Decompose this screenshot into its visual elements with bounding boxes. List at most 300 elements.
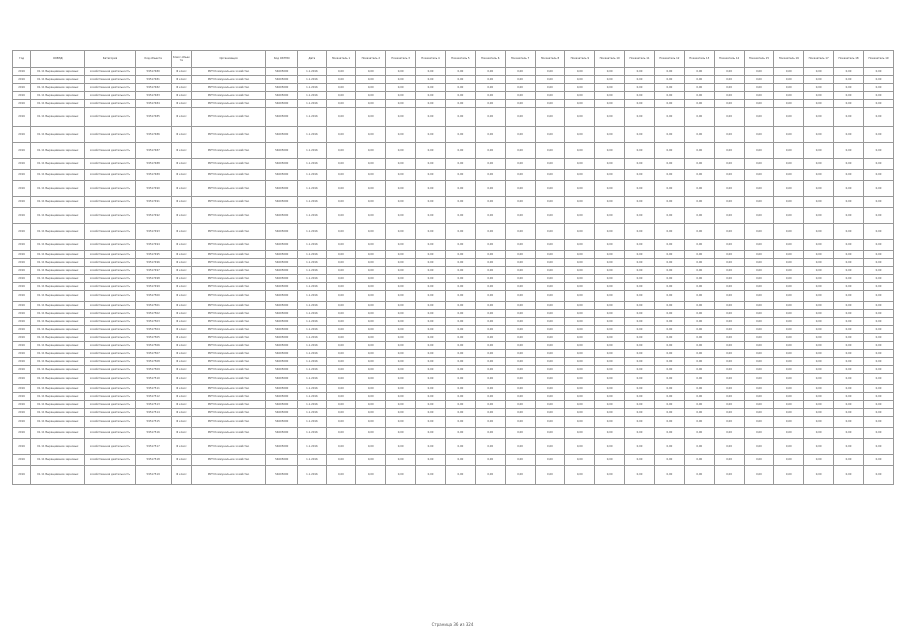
- table-cell: 0,00: [356, 159, 386, 170]
- table-cell: МУП Коммунальное хозяйство: [191, 170, 265, 181]
- table-cell: 0,00: [774, 374, 804, 385]
- table-cell: 0,00: [445, 283, 475, 291]
- table-cell: 0,00: [416, 127, 446, 143]
- table-cell: 0,00: [774, 68, 804, 76]
- table-cell: 0,00: [326, 159, 356, 170]
- table-cell: 54605000: [266, 170, 298, 181]
- table-cell: 0,00: [804, 409, 834, 417]
- table-cell: 0,00: [714, 251, 744, 259]
- table-cell: 59517488: [135, 159, 171, 170]
- table-cell: 0,00: [386, 197, 416, 208]
- table-cell: 0,00: [654, 76, 684, 84]
- table-cell: 0,00: [863, 366, 893, 374]
- table-cell: III класс: [171, 302, 191, 310]
- table-cell: 0,00: [834, 76, 864, 84]
- table-cell: 2016: [13, 283, 31, 291]
- table-cell: 0,00: [625, 326, 655, 334]
- table-cell: 54605000: [266, 358, 298, 366]
- table-cell: 0,00: [565, 417, 595, 428]
- table-cell: 0,00: [714, 283, 744, 291]
- table-cell: 0,00: [863, 302, 893, 310]
- table-cell: 01.11 Выращивание зерновых: [31, 143, 85, 159]
- table-cell: 0,00: [654, 350, 684, 358]
- table-cell: 0,00: [804, 181, 834, 197]
- table-row: [13, 197, 894, 208]
- table-cell: 0,00: [416, 251, 446, 259]
- table-cell: хозяйственная деятельность: [85, 259, 135, 267]
- table-cell: 0,00: [863, 170, 893, 181]
- table-cell: 0,00: [684, 358, 714, 366]
- table-cell: 0,00: [505, 84, 535, 92]
- table-cell: 0,00: [595, 197, 625, 208]
- table-cell: 0,00: [386, 326, 416, 334]
- table-cell: 0,00: [774, 127, 804, 143]
- table-cell: 0,00: [595, 366, 625, 374]
- table-cell: III класс: [171, 326, 191, 334]
- table-cell: 0,00: [834, 326, 864, 334]
- table-cell: 0,00: [565, 326, 595, 334]
- table-cell: III класс: [171, 84, 191, 92]
- table-cell: 1.1.2016: [298, 291, 326, 302]
- table-cell: 54605000: [266, 251, 298, 259]
- table-cell: 0,00: [445, 318, 475, 326]
- table-cell: III класс: [171, 401, 191, 409]
- table-cell: 2016: [13, 197, 31, 208]
- table-cell: 0,00: [834, 159, 864, 170]
- table-cell: 0,00: [684, 267, 714, 275]
- table-cell: 0,00: [505, 68, 535, 76]
- page-footer: Страница 36 из 324: [431, 622, 474, 627]
- table-cell: 0,00: [535, 181, 565, 197]
- table-cell: 0,00: [356, 409, 386, 417]
- table-cell: 0,00: [416, 342, 446, 350]
- table-cell: 0,00: [744, 181, 774, 197]
- table-cell: 0,00: [565, 385, 595, 393]
- table-cell: 0,00: [863, 76, 893, 84]
- table-cell: 0,00: [505, 259, 535, 267]
- table-cell: 2016: [13, 342, 31, 350]
- table-cell: 1.1.2016: [298, 84, 326, 92]
- table-cell: III класс: [171, 275, 191, 283]
- table-row: [13, 170, 894, 181]
- table-cell: 0,00: [834, 224, 864, 240]
- table-cell: 0,00: [565, 68, 595, 76]
- table-cell: 0,00: [684, 251, 714, 259]
- table-cell: 0,00: [714, 208, 744, 224]
- table-cell: 0,00: [595, 170, 625, 181]
- table-cell: 0,00: [505, 159, 535, 170]
- table-cell: 0,00: [535, 401, 565, 409]
- table-cell: 2016: [13, 240, 31, 251]
- table-row: [13, 455, 894, 466]
- table-cell: 0,00: [774, 358, 804, 366]
- table-cell: 01.11 Выращивание зерновых: [31, 224, 85, 240]
- table-cell: 0,00: [684, 342, 714, 350]
- table-cell: 0,00: [416, 92, 446, 100]
- table-cell: 0,00: [326, 240, 356, 251]
- table-cell: 0,00: [625, 76, 655, 84]
- table-cell: 0,00: [475, 350, 505, 358]
- table-cell: 0,00: [714, 439, 744, 455]
- table-cell: 0,00: [654, 84, 684, 92]
- table-cell: 54605000: [266, 310, 298, 318]
- table-cell: 0,00: [684, 374, 714, 385]
- table-cell: 0,00: [654, 318, 684, 326]
- table-cell: 0,00: [535, 275, 565, 283]
- table-cell: 0,00: [386, 374, 416, 385]
- table-cell: 2016: [13, 374, 31, 385]
- table-cell: 0,00: [654, 267, 684, 275]
- table-cell: 1.1.2016: [298, 208, 326, 224]
- table-cell: 0,00: [684, 159, 714, 170]
- table-cell: 0,00: [625, 466, 655, 485]
- table-cell: 0,00: [505, 197, 535, 208]
- table-cell: 0,00: [804, 417, 834, 428]
- table-cell: хозяйственная деятельность: [85, 385, 135, 393]
- table-cell: 0,00: [326, 275, 356, 283]
- table-cell: 0,00: [445, 259, 475, 267]
- table-cell: 0,00: [416, 466, 446, 485]
- table-cell: 0,00: [416, 385, 446, 393]
- table-row: [13, 240, 894, 251]
- table-cell: 0,00: [386, 428, 416, 439]
- table-cell: хозяйственная деятельность: [85, 240, 135, 251]
- table-cell: 0,00: [714, 385, 744, 393]
- table-cell: 2016: [13, 259, 31, 267]
- table-cell: III класс: [171, 127, 191, 143]
- table-cell: 01.11 Выращивание зерновых: [31, 170, 85, 181]
- table-cell: 0,00: [863, 466, 893, 485]
- table-cell: 0,00: [475, 358, 505, 366]
- table-cell: 54605000: [266, 68, 298, 76]
- table-cell: хозяйственная деятельность: [85, 374, 135, 385]
- table-cell: 0,00: [326, 302, 356, 310]
- table-cell: 0,00: [445, 302, 475, 310]
- table-cell: 0,00: [863, 455, 893, 466]
- table-cell: 0,00: [326, 417, 356, 428]
- table-row: [13, 84, 894, 92]
- table-cell: 0,00: [804, 143, 834, 159]
- column-header: Показатель 15: [744, 51, 774, 68]
- table-cell: 01.11 Выращивание зерновых: [31, 385, 85, 393]
- table-cell: 0,00: [714, 393, 744, 401]
- table-cell: МУП Коммунальное хозяйство: [191, 326, 265, 334]
- table-cell: 0,00: [804, 197, 834, 208]
- table-cell: 59517515: [135, 417, 171, 428]
- table-cell: 01.11 Выращивание зерновых: [31, 428, 85, 439]
- table-cell: 0,00: [386, 143, 416, 159]
- table-cell: 0,00: [535, 259, 565, 267]
- table-cell: 01.11 Выращивание зерновых: [31, 342, 85, 350]
- table-cell: 0,00: [834, 374, 864, 385]
- table-cell: 0,00: [565, 401, 595, 409]
- table-cell: 2016: [13, 366, 31, 374]
- table-cell: 0,00: [834, 439, 864, 455]
- table-row: [13, 208, 894, 224]
- table-cell: 0,00: [714, 275, 744, 283]
- table-cell: 0,00: [595, 466, 625, 485]
- table-cell: 0,00: [684, 466, 714, 485]
- table-cell: 0,00: [595, 358, 625, 366]
- table-cell: 0,00: [863, 401, 893, 409]
- table-cell: 0,00: [386, 350, 416, 358]
- table-cell: 0,00: [863, 283, 893, 291]
- table-cell: МУП Коммунальное хозяйство: [191, 310, 265, 318]
- table-cell: 0,00: [475, 385, 505, 393]
- table-cell: 0,00: [445, 127, 475, 143]
- table-cell: 0,00: [475, 318, 505, 326]
- table-cell: 2016: [13, 108, 31, 127]
- table-cell: хозяйственная деятельность: [85, 170, 135, 181]
- table-cell: 0,00: [654, 127, 684, 143]
- table-cell: 0,00: [804, 334, 834, 342]
- table-cell: 0,00: [595, 275, 625, 283]
- table-cell: 0,00: [565, 302, 595, 310]
- table-row: [13, 439, 894, 455]
- table-cell: 0,00: [416, 108, 446, 127]
- table-cell: 0,00: [535, 68, 565, 76]
- table-cell: 0,00: [774, 251, 804, 259]
- table-cell: 0,00: [326, 350, 356, 358]
- table-cell: 0,00: [356, 334, 386, 342]
- column-header: Показатель 18: [834, 51, 864, 68]
- table-cell: 0,00: [834, 409, 864, 417]
- table-cell: III класс: [171, 385, 191, 393]
- table-cell: 0,00: [774, 275, 804, 283]
- table-cell: 0,00: [565, 334, 595, 342]
- table-row: [13, 108, 894, 127]
- table-cell: 0,00: [565, 108, 595, 127]
- table-cell: МУП Коммунальное хозяйство: [191, 251, 265, 259]
- table-cell: 01.11 Выращивание зерновых: [31, 366, 85, 374]
- table-cell: 0,00: [863, 342, 893, 350]
- table-cell: 0,00: [326, 143, 356, 159]
- table-cell: 0,00: [774, 439, 804, 455]
- table-cell: МУП Коммунальное хозяйство: [191, 334, 265, 342]
- table-cell: 0,00: [356, 259, 386, 267]
- table-cell: 0,00: [774, 159, 804, 170]
- table-cell: 0,00: [505, 401, 535, 409]
- table-cell: 0,00: [744, 208, 774, 224]
- table-cell: 0,00: [595, 318, 625, 326]
- table-cell: 0,00: [535, 76, 565, 84]
- table-cell: 01.11 Выращивание зерновых: [31, 393, 85, 401]
- table-cell: хозяйственная деятельность: [85, 401, 135, 409]
- table-cell: хозяйственная деятельность: [85, 417, 135, 428]
- column-header: Код ОКТМО: [266, 51, 298, 68]
- table-cell: 0,00: [505, 334, 535, 342]
- table-cell: 0,00: [565, 159, 595, 170]
- table-cell: 0,00: [714, 143, 744, 159]
- table-cell: 1.1.2016: [298, 275, 326, 283]
- table-cell: 54605000: [266, 283, 298, 291]
- table-cell: 54605000: [266, 428, 298, 439]
- table-cell: 0,00: [625, 181, 655, 197]
- table-cell: 0,00: [475, 439, 505, 455]
- table-cell: 0,00: [565, 181, 595, 197]
- table-cell: МУП Коммунальное хозяйство: [191, 366, 265, 374]
- table-cell: 0,00: [326, 374, 356, 385]
- table-row: [13, 358, 894, 366]
- table-cell: 1.1.2016: [298, 251, 326, 259]
- table-cell: 2016: [13, 428, 31, 439]
- table-cell: хозяйственная деятельность: [85, 326, 135, 334]
- table-cell: 0,00: [326, 393, 356, 401]
- table-cell: хозяйственная деятельность: [85, 342, 135, 350]
- table-cell: 0,00: [834, 455, 864, 466]
- table-cell: 0,00: [356, 143, 386, 159]
- table-cell: 59517492: [135, 208, 171, 224]
- table-cell: 0,00: [326, 439, 356, 455]
- table-cell: 0,00: [714, 240, 744, 251]
- table-cell: III класс: [171, 342, 191, 350]
- table-cell: 0,00: [475, 291, 505, 302]
- table-cell: 54605000: [266, 466, 298, 485]
- table-cell: 0,00: [834, 358, 864, 366]
- table-cell: 0,00: [654, 283, 684, 291]
- table-cell: хозяйственная деятельность: [85, 302, 135, 310]
- column-header: Показатель 5: [445, 51, 475, 68]
- table-cell: 0,00: [714, 374, 744, 385]
- table-cell: 0,00: [625, 385, 655, 393]
- table-cell: 0,00: [505, 283, 535, 291]
- table-cell: 0,00: [595, 283, 625, 291]
- table-row: [13, 100, 894, 108]
- table-cell: III класс: [171, 283, 191, 291]
- table-cell: 0,00: [625, 143, 655, 159]
- table-cell: 0,00: [804, 466, 834, 485]
- table-cell: МУП Коммунальное хозяйство: [191, 100, 265, 108]
- table-cell: МУП Коммунальное хозяйство: [191, 291, 265, 302]
- table-cell: 0,00: [714, 224, 744, 240]
- table-cell: 0,00: [863, 240, 893, 251]
- table-cell: МУП Коммунальное хозяйство: [191, 240, 265, 251]
- table-cell: 0,00: [416, 197, 446, 208]
- table-cell: 0,00: [714, 466, 744, 485]
- table-cell: МУП Коммунальное хозяйство: [191, 127, 265, 143]
- table-row: [13, 334, 894, 342]
- table-cell: III класс: [171, 334, 191, 342]
- table-cell: 0,00: [834, 393, 864, 401]
- table-cell: 0,00: [654, 275, 684, 283]
- table-cell: 54605000: [266, 181, 298, 197]
- table-cell: 0,00: [535, 302, 565, 310]
- table-cell: 0,00: [774, 409, 804, 417]
- table-cell: 54605000: [266, 84, 298, 92]
- table-cell: 0,00: [744, 170, 774, 181]
- table-cell: 0,00: [445, 417, 475, 428]
- table-cell: 0,00: [714, 334, 744, 342]
- table-cell: 0,00: [565, 143, 595, 159]
- table-cell: 0,00: [475, 240, 505, 251]
- table-cell: 0,00: [774, 181, 804, 197]
- table-cell: 0,00: [416, 283, 446, 291]
- table-cell: 0,00: [654, 108, 684, 127]
- table-cell: 0,00: [505, 92, 535, 100]
- table-cell: III класс: [171, 439, 191, 455]
- table-cell: 1.1.2016: [298, 374, 326, 385]
- table-cell: 0,00: [445, 401, 475, 409]
- table-cell: 0,00: [326, 334, 356, 342]
- column-header: Показатель 6: [475, 51, 505, 68]
- table-cell: 0,00: [535, 417, 565, 428]
- table-cell: 0,00: [326, 428, 356, 439]
- table-cell: 1.1.2016: [298, 302, 326, 310]
- table-cell: хозяйственная деятельность: [85, 291, 135, 302]
- table-cell: 0,00: [684, 393, 714, 401]
- table-cell: 0,00: [625, 374, 655, 385]
- table-cell: 0,00: [595, 76, 625, 84]
- table-cell: 0,00: [744, 240, 774, 251]
- table-cell: 0,00: [625, 310, 655, 318]
- table-cell: 0,00: [744, 334, 774, 342]
- column-header: Показатель 7: [505, 51, 535, 68]
- table-cell: МУП Коммунальное хозяйство: [191, 259, 265, 267]
- table-cell: 0,00: [744, 159, 774, 170]
- table-cell: МУП Коммунальное хозяйство: [191, 76, 265, 84]
- table-cell: хозяйственная деятельность: [85, 310, 135, 318]
- table-cell: 54605000: [266, 275, 298, 283]
- table-row: [13, 251, 894, 259]
- table-cell: 59517491: [135, 197, 171, 208]
- table-cell: 2016: [13, 127, 31, 143]
- table-cell: хозяйственная деятельность: [85, 358, 135, 366]
- table-cell: хозяйственная деятельность: [85, 409, 135, 417]
- table-cell: 01.11 Выращивание зерновых: [31, 466, 85, 485]
- table-cell: 59517498: [135, 275, 171, 283]
- table-cell: МУП Коммунальное хозяйство: [191, 439, 265, 455]
- column-header: Показатель 10: [595, 51, 625, 68]
- table-cell: 0,00: [834, 143, 864, 159]
- table-cell: 0,00: [565, 240, 595, 251]
- table-cell: 0,00: [505, 267, 535, 275]
- table-cell: 0,00: [475, 267, 505, 275]
- table-cell: 0,00: [744, 275, 774, 283]
- table-cell: 0,00: [774, 466, 804, 485]
- table-cell: 0,00: [834, 283, 864, 291]
- table-cell: 0,00: [565, 409, 595, 417]
- table-cell: МУП Коммунальное хозяйство: [191, 350, 265, 358]
- table-cell: 0,00: [625, 170, 655, 181]
- table-cell: III класс: [171, 143, 191, 159]
- table-cell: 0,00: [684, 127, 714, 143]
- table-cell: 0,00: [654, 366, 684, 374]
- column-header: Показатель 11: [625, 51, 655, 68]
- table-cell: 0,00: [595, 401, 625, 409]
- table-cell: 0,00: [535, 439, 565, 455]
- table-cell: III класс: [171, 197, 191, 208]
- table-cell: 0,00: [475, 100, 505, 108]
- table-cell: 0,00: [595, 428, 625, 439]
- table-cell: 01.11 Выращивание зерновых: [31, 439, 85, 455]
- table-cell: 59517504: [135, 326, 171, 334]
- table-cell: 0,00: [445, 159, 475, 170]
- table-cell: 0,00: [595, 291, 625, 302]
- table-cell: 0,00: [744, 366, 774, 374]
- table-row: [13, 275, 894, 283]
- table-cell: 59517499: [135, 283, 171, 291]
- table-cell: 0,00: [654, 181, 684, 197]
- table-cell: 0,00: [654, 401, 684, 409]
- table-cell: 0,00: [565, 92, 595, 100]
- table-cell: 0,00: [565, 76, 595, 84]
- table-cell: 0,00: [326, 318, 356, 326]
- table-cell: 54605000: [266, 350, 298, 358]
- table-cell: 0,00: [416, 326, 446, 334]
- table-cell: 0,00: [475, 428, 505, 439]
- column-header: Показатель 2: [356, 51, 386, 68]
- table-cell: 0,00: [774, 240, 804, 251]
